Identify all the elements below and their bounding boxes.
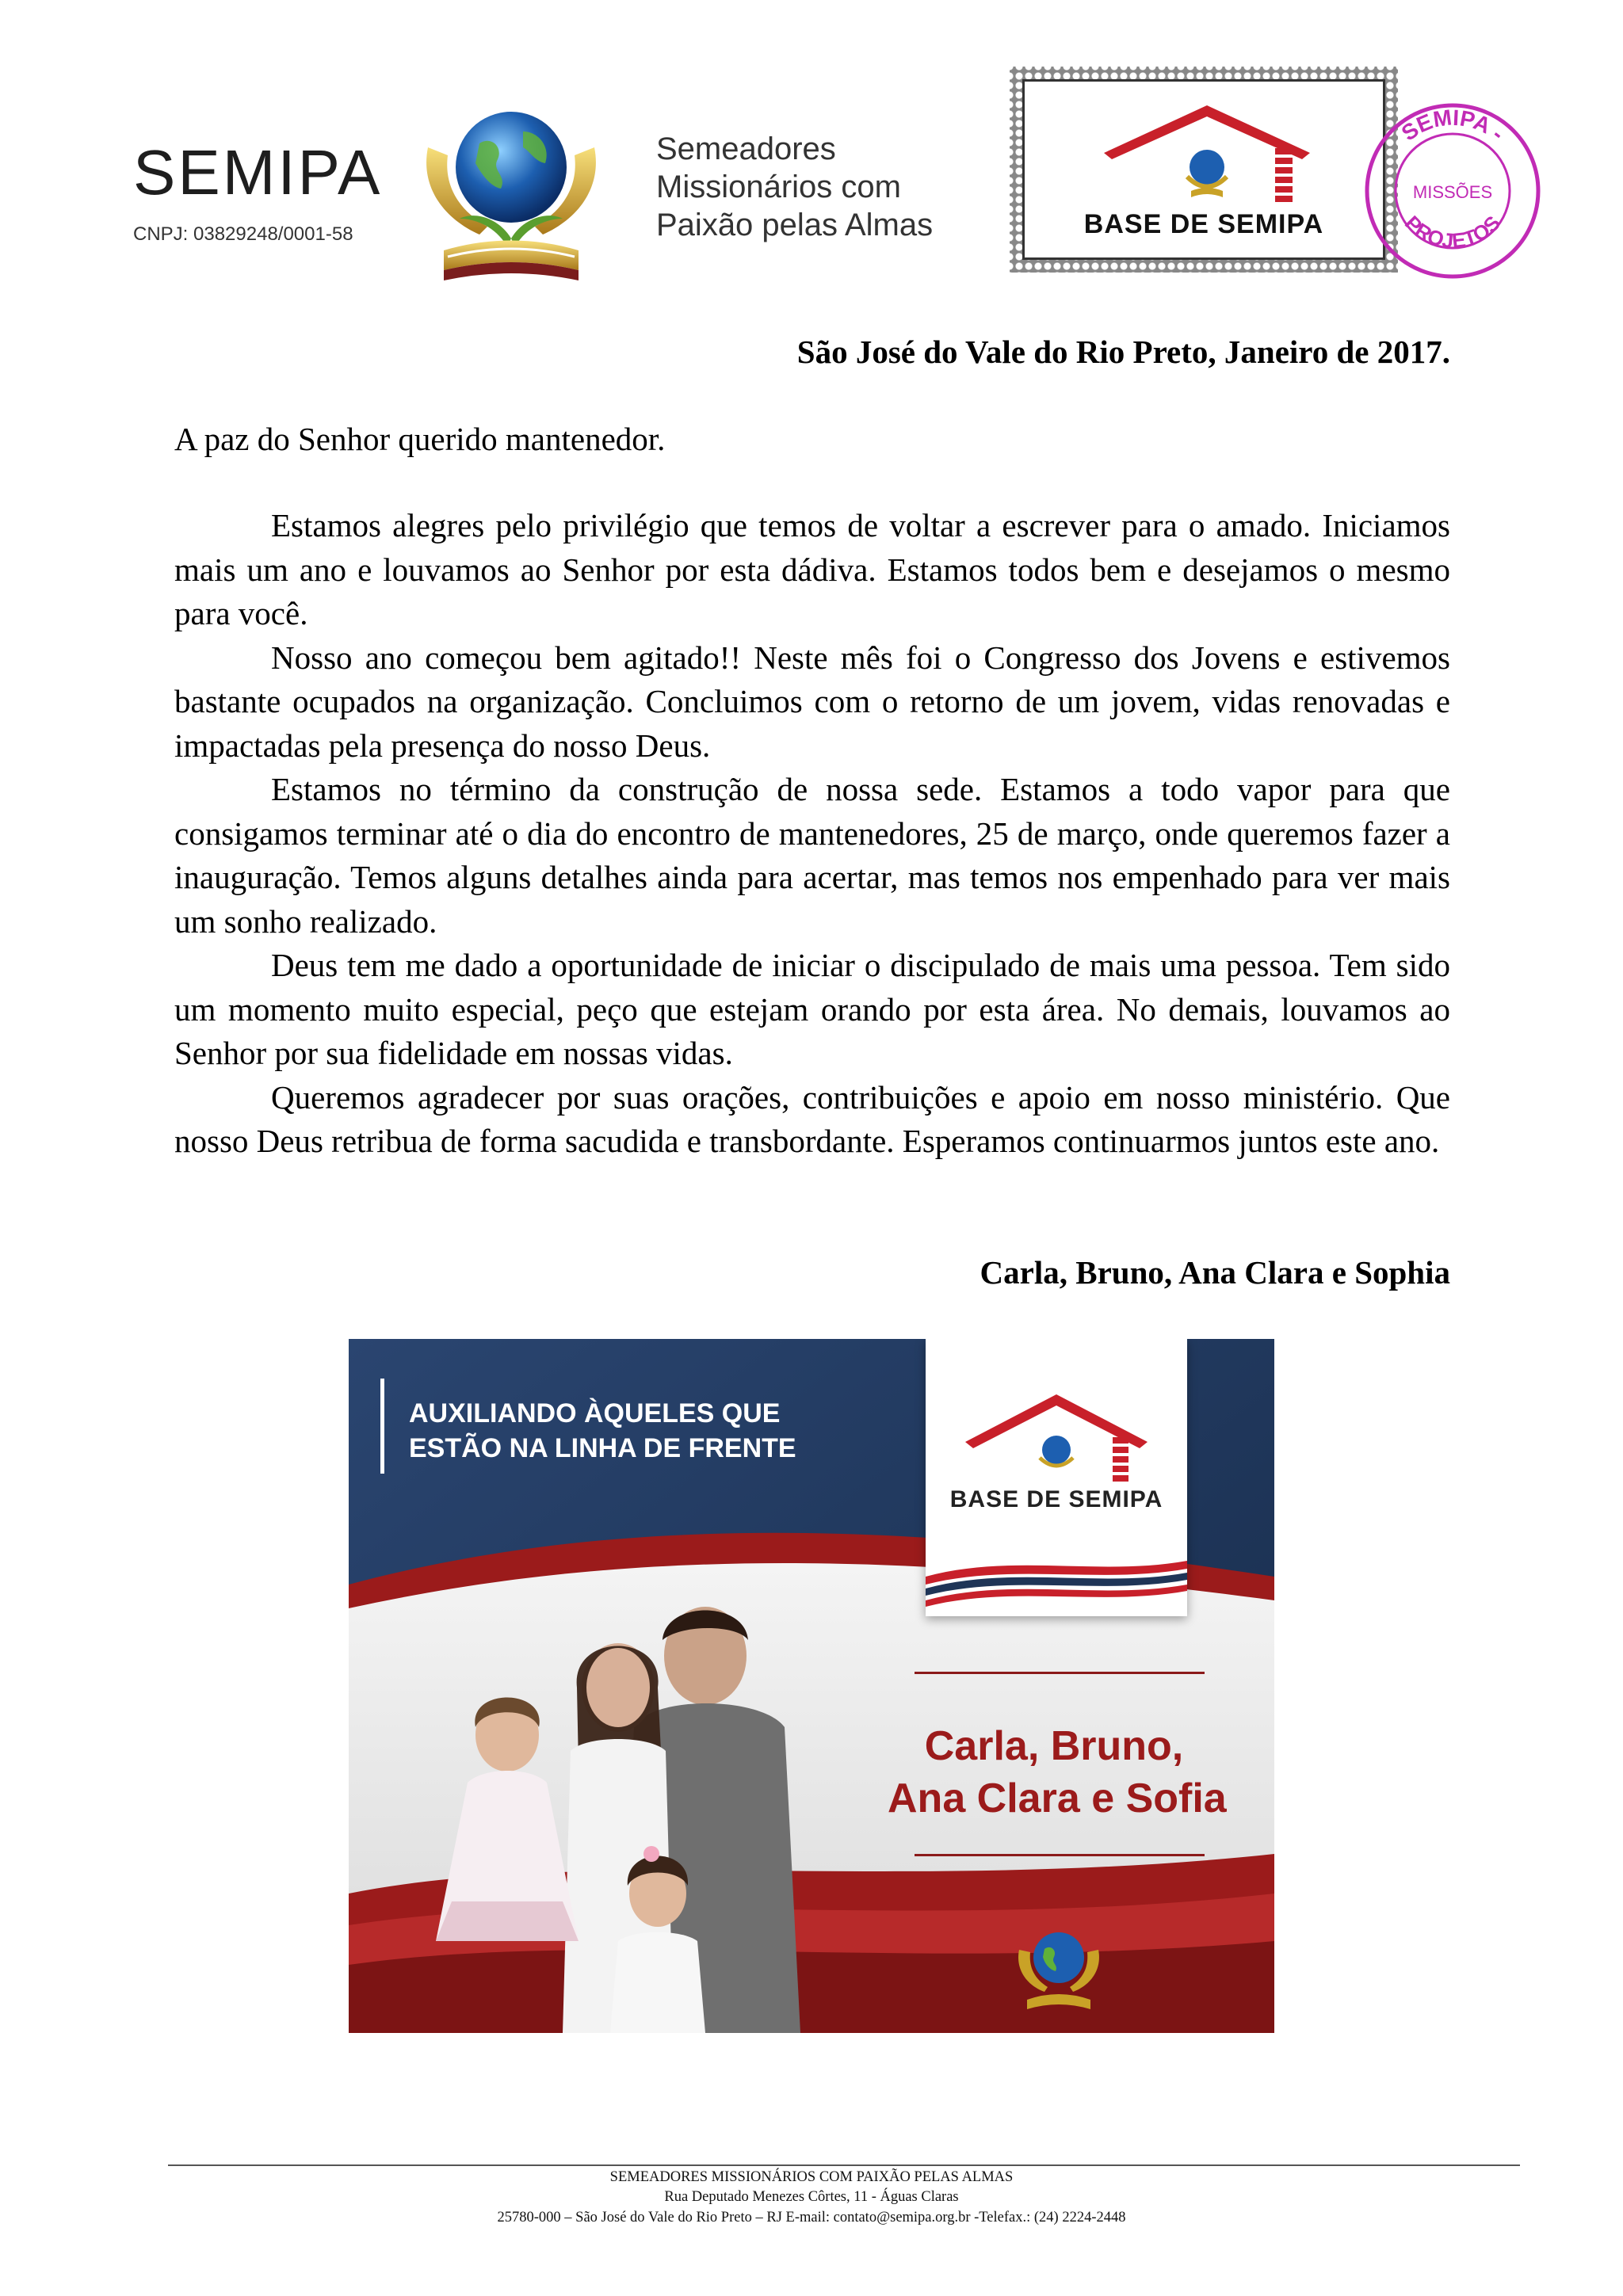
- slogan-line-1: Semeadores: [656, 132, 836, 166]
- seal-bottom-text: PROJETOS: [1400, 211, 1506, 254]
- stamp-frame: [1022, 79, 1385, 260]
- headline-line-2: ESTÃO NA LINHA DE FRENTE: [409, 1433, 796, 1463]
- footer-divider: [168, 2164, 1520, 2166]
- slogan-line-3: Paixão pelas Almas: [656, 208, 934, 242]
- footer-org-name: SEMEADORES MISSIONÁRIOS COM PAIXÃO PELAS ALMAS: [609, 2169, 1014, 2185]
- seal-middle-text: MISSÕES: [1412, 182, 1493, 202]
- letter-paragraph: Estamos no término da construção de nossa sede. Estamos a todo vapor para que consigamos terminar até o dia do encontro de mantenedores, 25 de março, onde queremos fazer a inauguração. Temos alguns detalhes ainda para acertar, mas temos nos empenhado para ver mais um sonho realizado.: [174, 771, 1450, 940]
- letter-signature: Carla, Bruno, Ana Clara e Sophia: [980, 1254, 1450, 1291]
- letter-paragraph: Estamos alegres pelo privilégio que temos de voltar a escrever para o amado. Iniciamos mais um ano e louvamos ao Senhor por esta dádiva. Estamos todos bem e desejamos o mesmo para você.: [174, 507, 1450, 631]
- letter-paragraph: Deus tem me dado a oportunidade de iniciar o discipulado de mais uma pessoa. Tem sido um momento muito especial, peço que estejam orando por esta área. No demais, louvamos ao Senhor por sua fidelidade em nossas vidas.: [174, 947, 1450, 1071]
- svg-text:SEMIPA -: [1397, 105, 1510, 145]
- svg-text:PROJETOS: [1400, 211, 1505, 253]
- letter-body: [174, 504, 1450, 1164]
- seal-top-text: SEMIPA -: [1396, 105, 1510, 146]
- stamp-label: BASE DE SEMIPA: [1083, 209, 1324, 239]
- headline-accent-bar: [380, 1379, 384, 1474]
- names-rule-bottom: [915, 1854, 1205, 1856]
- globe-hands-book-icon: [1011, 1922, 1106, 2017]
- base-semipa-card: [926, 1339, 1187, 1616]
- letter-date-line: São José do Vale do Rio Preto, Janeiro de 2017.: [796, 334, 1450, 370]
- card-label: BASE DE SEMIPA: [949, 1486, 1163, 1512]
- headline-line-1: AUXILIANDO ÀQUELES QUE: [409, 1398, 781, 1428]
- footer-address: Rua Deputado Menezes Côrtes, 11 - Águas Claras: [664, 2189, 959, 2205]
- circular-seal-icon: [1361, 100, 1544, 282]
- family-photo: [420, 1569, 832, 2033]
- letter-paragraph: Queremos agradecer por suas orações, contribuições e apoio em nosso ministério. Que nosso Deus retribua de forma sacudida e transbordante. Esperamos continuarmos juntos este ano.: [174, 1078, 1450, 1159]
- banner-names-line-2: Ana Clara e Sofia: [888, 1775, 1227, 1821]
- org-slogan: [656, 130, 933, 244]
- family-banner: [349, 1339, 1274, 2033]
- banner-names-line-1: Carla, Bruno,: [924, 1723, 1184, 1769]
- slogan-line-2: Missionários com: [656, 170, 901, 204]
- banner-headline: [409, 1396, 796, 1466]
- footer-contact: 25780-000 – São José do Vale do Rio Preto – RJ E-mail: contato@semipa.org.br -Telefax.: (24) 2224-2448: [497, 2210, 1126, 2225]
- letter-paragraph: Nosso ano começou bem agitado!! Neste mês foi o Congresso dos Jovens e estivemos bastante ocupados na organização. Concluimos com o retorno de um jovem, vidas renovadas e impactadas pela presença do nosso Deus.: [174, 639, 1450, 764]
- letter-greeting: A paz do Senhor querido mantenedor.: [174, 421, 666, 457]
- house-roof-icon: [926, 1339, 1187, 1616]
- cnpj-text: CNPJ: 03829248/0001-58: [133, 223, 353, 245]
- org-wordmark: SEMIPA: [133, 137, 383, 208]
- names-rule-top: [915, 1672, 1205, 1674]
- globe-hands-book-icon: [412, 100, 610, 290]
